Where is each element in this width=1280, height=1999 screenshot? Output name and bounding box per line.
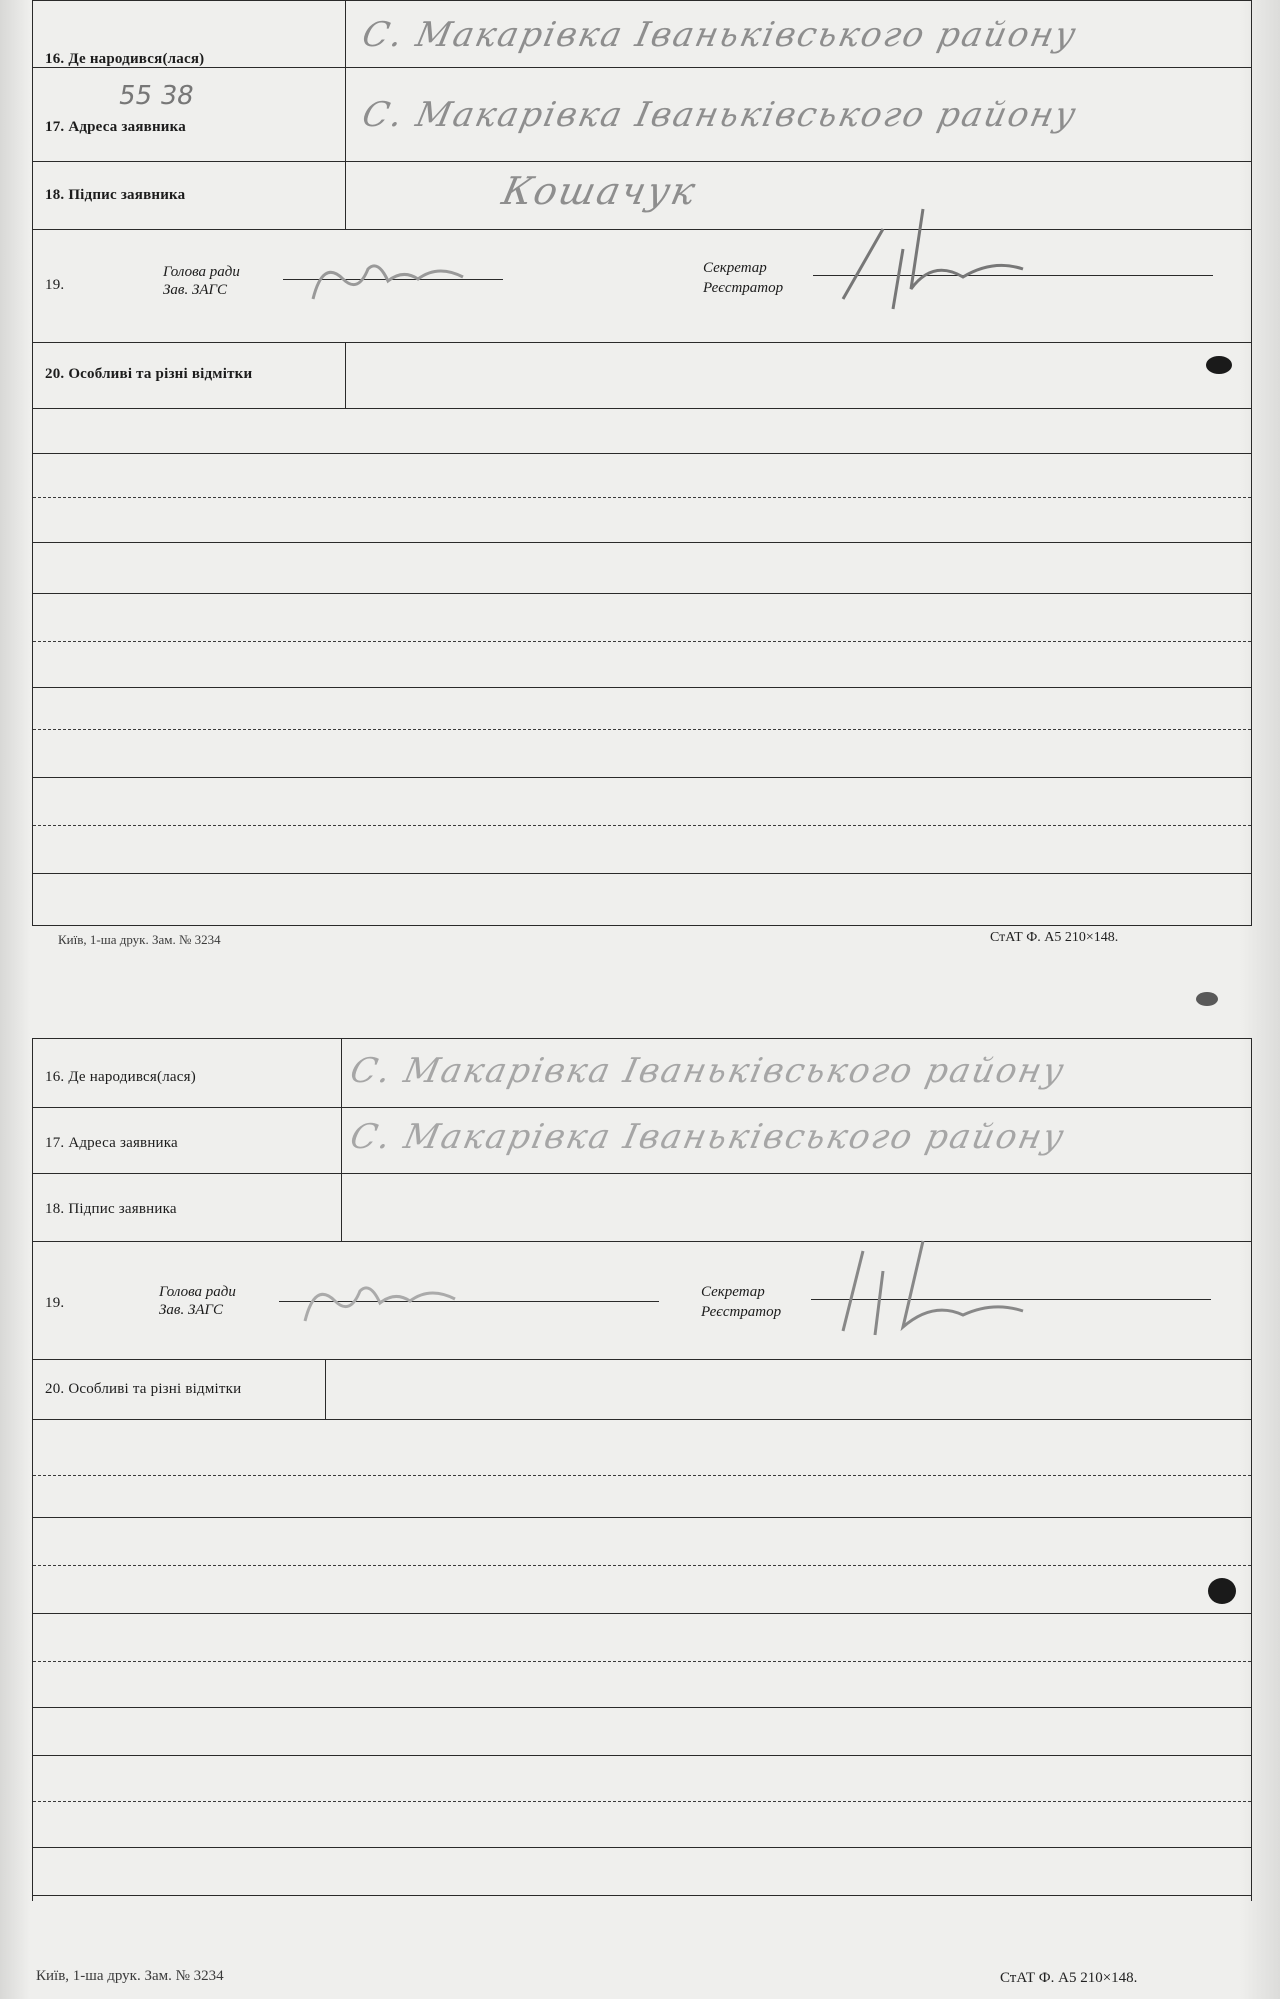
secretary-label: Секретар: [701, 1284, 765, 1300]
secretary-signature: [823, 1231, 1083, 1351]
row-number: 19.: [45, 277, 65, 293]
row-number: 18.: [45, 187, 65, 203]
row-notes: [33, 1359, 1251, 1420]
ruled-line: [33, 497, 1251, 498]
ruled-line: [33, 1801, 1251, 1802]
ruled-line: [33, 1661, 1251, 1662]
ruled-line: [33, 1755, 1251, 1756]
form-bottom-border: [33, 1895, 1251, 1896]
row-number: 16.: [45, 1069, 65, 1085]
form-bottom-border: [33, 925, 1251, 926]
ruled-line: [33, 729, 1251, 730]
ruled-line: [33, 687, 1251, 688]
footer-form-code: СтАТ Ф. А5 210×148.: [990, 930, 1119, 945]
row-number: 18.: [45, 1201, 65, 1217]
row-birthplace: [33, 1, 1251, 68]
row-number: 17.: [45, 1135, 65, 1151]
row-label: Підпис заявника: [68, 187, 186, 203]
row-label: Адреса заявника: [68, 119, 186, 135]
row-officials: [33, 1241, 1251, 1360]
row-birthplace: [33, 1039, 1251, 1108]
ruled-line: [33, 593, 1251, 594]
birthplace-value[interactable]: С. Макарівка Іваньківського району: [358, 15, 1082, 55]
row-label: Особливі та різні відмітки: [68, 366, 253, 382]
ruled-line: [33, 1517, 1251, 1518]
row-applicant-address: [33, 1107, 1251, 1174]
ruled-line: [33, 1565, 1251, 1566]
applicant-address-value[interactable]: С. Макарівка Іваньківського району: [346, 1117, 1070, 1157]
ruled-line: [33, 542, 1251, 543]
row-number: 16.: [45, 51, 65, 67]
row-officials: [33, 229, 1251, 343]
head-signature: [303, 239, 493, 319]
row-number: 19.: [45, 1295, 65, 1311]
head-label: Голова ради: [159, 1284, 236, 1300]
applicant-signature[interactable]: Кошачук: [498, 169, 701, 213]
row-number: 20.: [45, 1381, 65, 1397]
row-number: 20.: [45, 366, 65, 382]
footer-form-code: СтАТ Ф. А5 210×148.: [1000, 1970, 1138, 1986]
row-label: Де народився(лася): [68, 51, 205, 67]
footer-print-info: Київ, 1-ша друк. Зам. № 3234: [58, 932, 221, 947]
ruled-line: [33, 1475, 1251, 1476]
ruled-line: [33, 1613, 1251, 1614]
footer-print-info: Київ, 1-ша друк. Зам. № 3234: [36, 1968, 224, 1984]
row-number: 17.: [45, 119, 65, 135]
ruled-line: [33, 777, 1251, 778]
secretary-label: Секретар: [703, 260, 767, 276]
registrar-label: Реєстратор: [701, 1304, 782, 1320]
head-signature: [295, 1261, 485, 1341]
ruled-line: [33, 641, 1251, 642]
ruled-line: [33, 453, 1251, 454]
form-top: [32, 0, 1252, 926]
row-label: Адреса заявника: [68, 1135, 178, 1151]
zags-label: Зав. ЗАГС: [159, 1302, 224, 1318]
row-notes: [33, 342, 1251, 409]
ruled-line: [33, 825, 1251, 826]
registrar-label: Реєстратор: [703, 280, 784, 296]
row-applicant-address: [33, 67, 1251, 162]
head-label: Голова ради: [163, 264, 240, 280]
row-label: Особливі та різні відмітки: [68, 1381, 242, 1397]
form-bottom: [32, 1038, 1252, 1901]
applicant-address-value[interactable]: С. Макарівка Іваньківського району: [358, 95, 1082, 135]
secretary-signature: [823, 189, 1083, 319]
row-label: Підпис заявника: [68, 1201, 177, 1217]
stamp-number: 55 38: [116, 81, 197, 111]
ruled-line: [33, 873, 1251, 874]
ink-blot: [1206, 356, 1232, 374]
row-label: Де народився(лася): [68, 1069, 196, 1085]
birthplace-value[interactable]: С. Макарівка Іваньківського району: [346, 1051, 1070, 1091]
ruled-line: [33, 1847, 1251, 1848]
ink-blot: [1196, 992, 1218, 1006]
zags-label: Зав. ЗАГС: [163, 282, 228, 298]
ink-blot: [1208, 1578, 1236, 1604]
ruled-line: [33, 1707, 1251, 1708]
